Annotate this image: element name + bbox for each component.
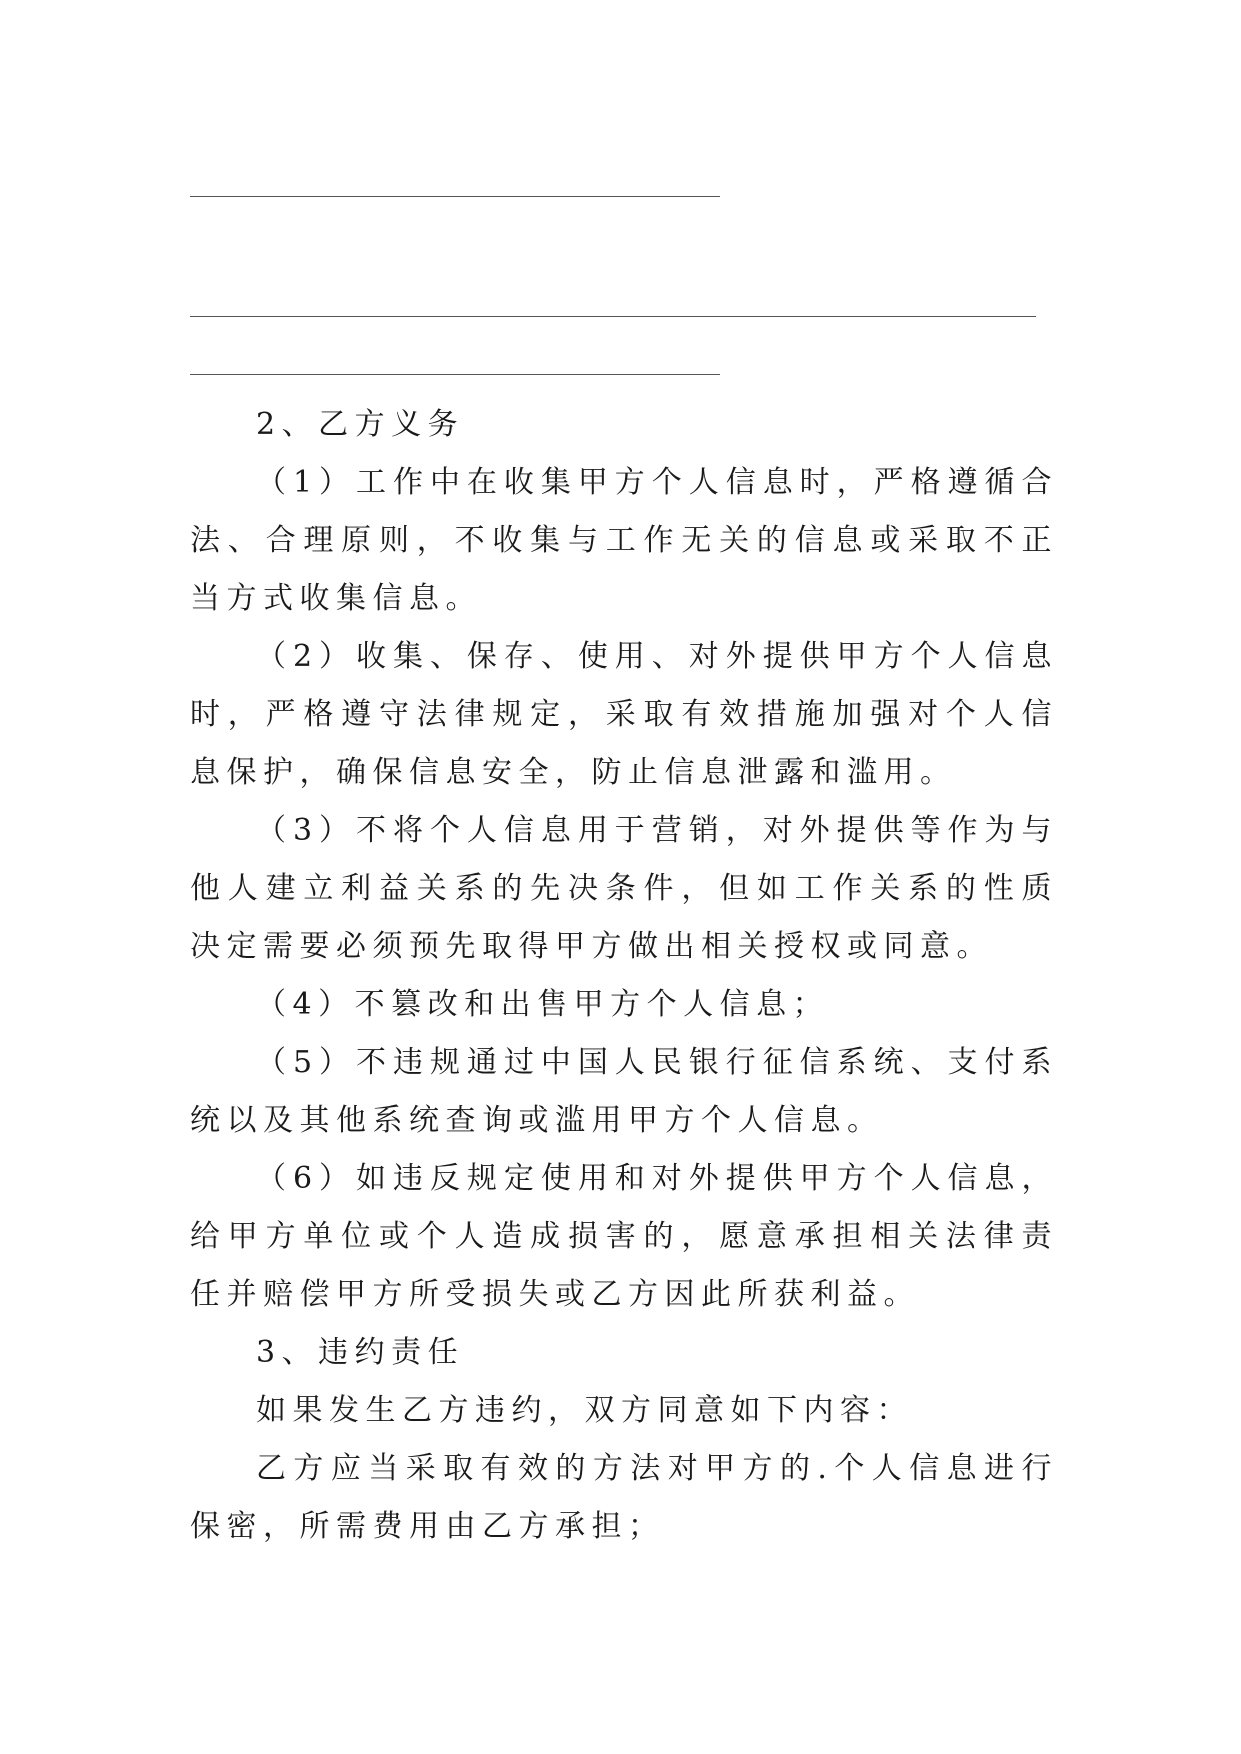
document-body	[190, 396, 1058, 1556]
clause-1: （1）工作中在收集甲方个人信息时，严格遵循合法、合理原则，不收集与工作无关的信息或采取不正当方式收集信息。	[190, 465, 1058, 616]
section-heading-obligations: 2、乙方义务	[256, 407, 465, 442]
liability-intro: 如果发生乙方违约，双方同意如下内容：	[256, 1393, 913, 1428]
blank-fill-line	[190, 374, 720, 375]
liability-clause: 乙方应当采取有效的方法对甲方的.个人信息进行保密，所需费用由乙方承担；	[190, 1451, 1058, 1544]
blank-fill-line	[190, 196, 720, 197]
clause-3: （3）不将个人信息用于营销，对外提供等作为与他人建立利益关系的先决条件，但如工作关系的性质决定需要必须预先取得甲方做出相关授权或同意。	[190, 813, 1058, 964]
section-heading-liability: 3、违约责任	[256, 1335, 465, 1370]
clause-5: （5）不违规通过中国人民银行征信系统、支付系统以及其他系统查询或滥用甲方个人信息。	[190, 1045, 1058, 1138]
blank-fill-line	[190, 316, 1036, 317]
clause-6: （6）如违反规定使用和对外提供甲方个人信息，给甲方单位或个人造成损害的，愿意承担相关法律责任并赔偿甲方所受损失或乙方因此所获利益。	[190, 1161, 1058, 1312]
clause-4: （4）不篡改和出售甲方个人信息；	[256, 987, 830, 1022]
clause-2: （2）收集、保存、使用、对外提供甲方个人信息时，严格遵守法律规定，采取有效措施加强对个人信息保护，确保信息安全，防止信息泄露和滥用。	[190, 639, 1058, 790]
